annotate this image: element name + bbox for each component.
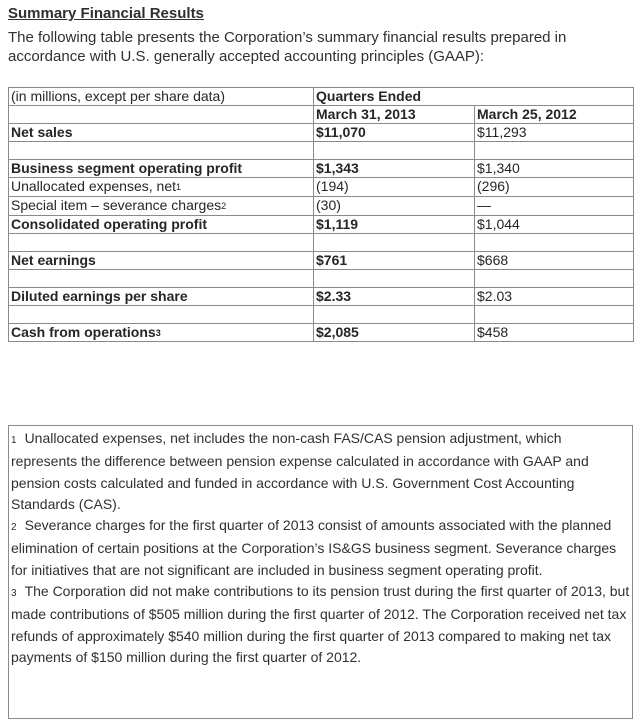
- table-row: [9, 196, 634, 215]
- row-label: Diluted earnings per share: [9, 287, 314, 305]
- value-2013: $2.33: [314, 287, 475, 305]
- table-header-row: [9, 88, 634, 106]
- page-title: Summary Financial Results: [8, 5, 204, 22]
- value-2012: $1,340: [475, 160, 634, 178]
- value-2013: (194): [314, 178, 475, 197]
- footnote-number: 3: [11, 588, 17, 600]
- row-label-cell: [9, 196, 314, 215]
- row-label: Cash from operations: [11, 323, 156, 340]
- unit-note: (in millions, except per share data): [9, 88, 314, 106]
- row-label: Business segment operating profit: [9, 160, 314, 178]
- value-2012: (296): [475, 178, 634, 197]
- value-2012: $11,293: [475, 124, 634, 142]
- table-row: [9, 124, 634, 142]
- column-header-2012: March 25, 2012: [475, 106, 634, 124]
- value-2012: $668: [475, 251, 634, 269]
- value-2013: $11,070: [314, 124, 475, 142]
- table-row: [9, 178, 634, 197]
- spacer-row: [9, 142, 634, 160]
- row-label: Consolidated operating profit: [9, 215, 314, 233]
- value-2013: $1,343: [314, 160, 475, 178]
- footnote: [11, 515, 630, 581]
- footnote-number: 2: [11, 522, 17, 534]
- intro-paragraph: The following table presents the Corporation’s summary financial results prepared in accordance with U.S. generally accepted accounting principles (GAAP):: [8, 29, 567, 65]
- footnote-number: 1: [11, 435, 17, 446]
- value-2012: $1,044: [475, 215, 634, 233]
- footnote-text: Unallocated expenses, net includes the non-cash FAS/CAS pension adjustment, which represents the difference between pension expense calculated in accordance with GAAP and pension costs calculated and funded in accordance with U.S. Government Cost Accounting Standards (CAS).: [11, 430, 589, 512]
- value-2013: $761: [314, 251, 475, 269]
- row-label-cell: [9, 178, 314, 197]
- value-2012: $458: [475, 323, 634, 342]
- table-subheader-row: [9, 106, 634, 124]
- spacer-row: [9, 233, 634, 251]
- value-2013: (30): [314, 196, 475, 215]
- footnote-text: Severance charges for the first quarter of 2013 consist of amounts associated with the planned elimination of certain positions at the Corporation’s IS&GS business segment. Severance charges for initiatives that are not significant are included in business segment operating profit.: [11, 517, 617, 578]
- table-row: [9, 215, 634, 233]
- footnote-marker: 2: [221, 200, 227, 211]
- row-label: Special item – severance charges: [11, 196, 222, 213]
- group-header: Quarters Ended: [314, 88, 634, 106]
- value-2012: —: [475, 196, 634, 215]
- footnote: [11, 581, 630, 668]
- row-label: Net sales: [9, 124, 314, 142]
- row-label: Net earnings: [9, 251, 314, 269]
- table-row: [9, 251, 634, 269]
- row-label: Unallocated expenses, net: [11, 178, 176, 194]
- table-row: [9, 323, 634, 342]
- spacer-row: [9, 269, 634, 287]
- footnote-marker: 3: [155, 327, 161, 338]
- value-2012: $2.03: [475, 287, 634, 305]
- column-header-2013: March 31, 2013: [314, 106, 475, 124]
- table-row: [9, 160, 634, 178]
- financial-results-table: [8, 87, 634, 342]
- footnote-marker: 1: [176, 181, 182, 192]
- row-label-cell: [9, 323, 314, 342]
- spacer-row: [9, 305, 634, 323]
- footnotes-box: [8, 425, 633, 719]
- value-2013: $1,119: [314, 215, 475, 233]
- table-row: [9, 287, 634, 305]
- value-2013: $2,085: [314, 323, 475, 342]
- footnote-text: The Corporation did not make contributions to its pension trust during the first quarter of 2013, but made contributions of $505 million during the first quarter of 2012. The Corporation received net tax refunds of approximately $540 million during the first quarter of 2013 compared to making net tax payments of $150 million during the first quarter of 2012.: [11, 583, 630, 665]
- footnote: [11, 428, 630, 515]
